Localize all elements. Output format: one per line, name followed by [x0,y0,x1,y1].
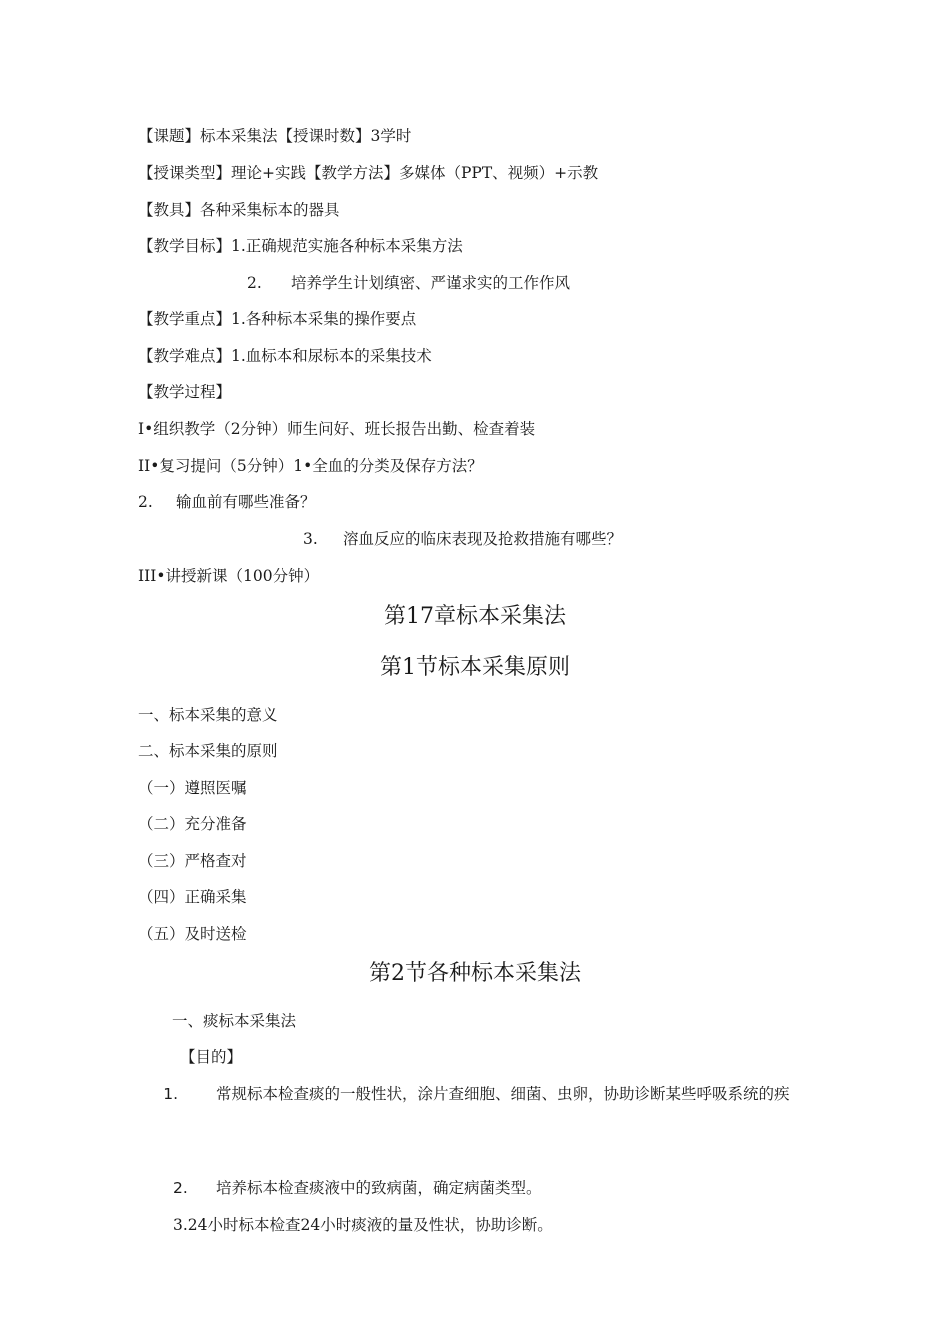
review-question-2 [138,492,316,512]
list-item: （四）正确采集 [138,888,247,906]
list-text: 溶血反应的临床表现及抢救措施有哪些？ [343,530,623,548]
teaching-goal-2 [247,273,570,293]
list-item: （一）遵照医嘱 [138,779,247,797]
list-text: 常规标本检查痰的一般性状，涂片查细胞、细菌、虫卵，协助诊断某些呼吸系统的疾 [216,1085,790,1103]
list-text: 输血前有哪些准备？ [176,493,316,511]
course-title-line: 【课题】标本采集法【授课时数】3学时 [138,127,412,145]
process-step-3: III•讲授新课（100分钟） [138,567,320,585]
subsection-heading: 一、痰标本采集法 [172,1012,297,1030]
list-text: 培养标本检查痰液中的致病菌，确定病菌类型。 [216,1179,542,1197]
list-number: 2. [138,493,153,511]
chapter-title: 第17章标本采集法 [384,604,566,629]
teaching-goal-line: 【教学目标】1.正确规范实施各种标本采集方法 [138,237,463,255]
teaching-aids-line: 【教具】各种采集标本的器具 [138,201,340,219]
teaching-difficulty-line: 【教学难点】1.血标本和尿标本的采集技术 [138,347,432,365]
list-number-text: 1. [163,1085,178,1103]
list-item: （三）严格查对 [138,852,247,870]
list-number: 3. [303,530,318,548]
purpose-item-2 [173,1178,542,1198]
course-type-line: 【授课类型】理论+实践【教学方法】多媒体（PPT、视频）+示教 [138,164,599,182]
list-item: 一、标本采集的意义 [138,706,278,724]
teaching-focus-line: 【教学重点】1.各种标本采集的操作要点 [138,310,417,328]
purpose-item-1 [138,1083,818,1105]
teaching-process-label: 【教学过程】 [138,383,232,401]
purpose-label: 【目的】 [180,1048,243,1066]
list-item: 二、标本采集的原则 [138,742,278,760]
process-step-1: I•组织教学（2分钟）师生问好、班长报告出勤、检查着装 [138,420,536,438]
section-1-title: 第1节标本采集原则 [380,655,570,680]
review-question-3 [303,529,622,549]
list-number: 2. [173,1179,188,1197]
list-item: （二）充分准备 [138,815,247,833]
section-2-title: 第2节各种标本采集法 [369,961,581,986]
purpose-item-3: 3.24小时标本检查24小时痰液的量及性状，协助诊断。 [173,1216,553,1234]
list-number [138,1083,216,1105]
list-text: 培养学生计划缜密、严谨求实的工作作风 [291,274,571,292]
process-step-2: II•复习提问（5分钟）1•全血的分类及保存方法？ [138,457,483,475]
list-item: （五）及时送检 [138,925,247,943]
list-number: 2. [247,274,262,292]
